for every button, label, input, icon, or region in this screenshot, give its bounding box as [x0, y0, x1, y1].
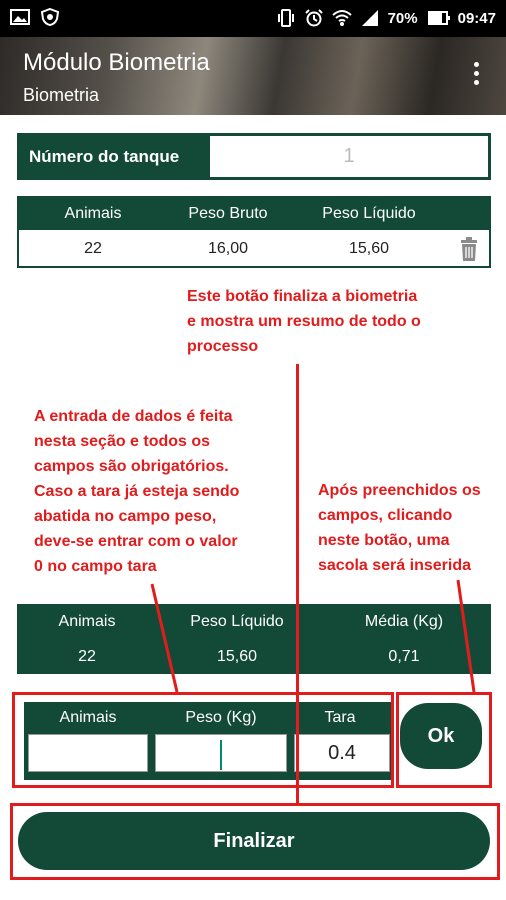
entry-label-peso: Peso (Kg)	[185, 709, 257, 726]
text-cursor	[220, 740, 222, 770]
bags-table	[17, 196, 491, 268]
note-ok: Após preenchidos os campos, clicando neste botão, uma sacola será inserida	[318, 482, 481, 574]
app-title: Módulo Biometria	[23, 49, 210, 76]
cell-peso-liquido: 15,60	[348, 240, 390, 257]
signal-icon	[360, 9, 380, 27]
ok-button[interactable]: Ok	[400, 703, 482, 769]
battery-icon	[426, 9, 450, 27]
entry-label-animais: Animais	[59, 709, 117, 726]
animais-input[interactable]	[28, 734, 148, 772]
cell-animais: 22	[84, 240, 102, 257]
header-peso-liquido: Peso Líquido	[322, 205, 416, 222]
shield-icon	[40, 8, 60, 26]
entry-label-tara: Tara	[324, 709, 356, 726]
status-bar	[0, 0, 506, 37]
alarm-icon	[304, 9, 324, 27]
summary-value-animais: 22	[78, 647, 96, 665]
note-finalize: Este botão finaliza a biometria e mostra um resumo de todo o processo	[187, 288, 421, 355]
summary-header-media: Média (Kg)	[364, 612, 444, 630]
tank-label: Número do tanque	[29, 146, 180, 166]
more-vert-icon[interactable]	[472, 62, 480, 88]
tank-number-input[interactable]	[210, 136, 488, 177]
header-animais: Animais	[64, 205, 122, 222]
summary-value-media: 0,71	[388, 647, 420, 665]
wifi-icon	[332, 9, 352, 27]
app-subtitle: Biometria	[23, 85, 100, 105]
battery-percent: 70%	[387, 9, 418, 27]
note-entry: A entrada de dados é feita nesta seção e todos os campos são obrigatórios. Caso a tara já esteja sendo abatida no campo peso, deve-se entrar com o valor 0 no campo tara	[34, 408, 240, 575]
image-icon	[10, 8, 30, 26]
app-bar	[0, 37, 506, 115]
vibrate-icon	[276, 9, 296, 27]
table-row	[19, 230, 489, 268]
tank-row	[17, 133, 491, 180]
finalize-button[interactable]: Finalizar	[18, 812, 490, 870]
cell-peso-bruto: 16,00	[207, 240, 249, 257]
summary-header-animais: Animais	[58, 612, 116, 630]
summary-value-peso-liquido: 15,60	[216, 647, 258, 665]
entry-panel	[24, 702, 391, 780]
tara-input[interactable]	[294, 734, 390, 772]
clock: 09:47	[457, 9, 496, 27]
bags-table-header	[19, 198, 489, 230]
summary-header-peso-liquido: Peso Líquido	[190, 612, 284, 630]
delete-icon[interactable]	[459, 236, 479, 262]
header-peso-bruto: Peso Bruto	[188, 205, 268, 222]
summary-panel	[17, 604, 491, 674]
